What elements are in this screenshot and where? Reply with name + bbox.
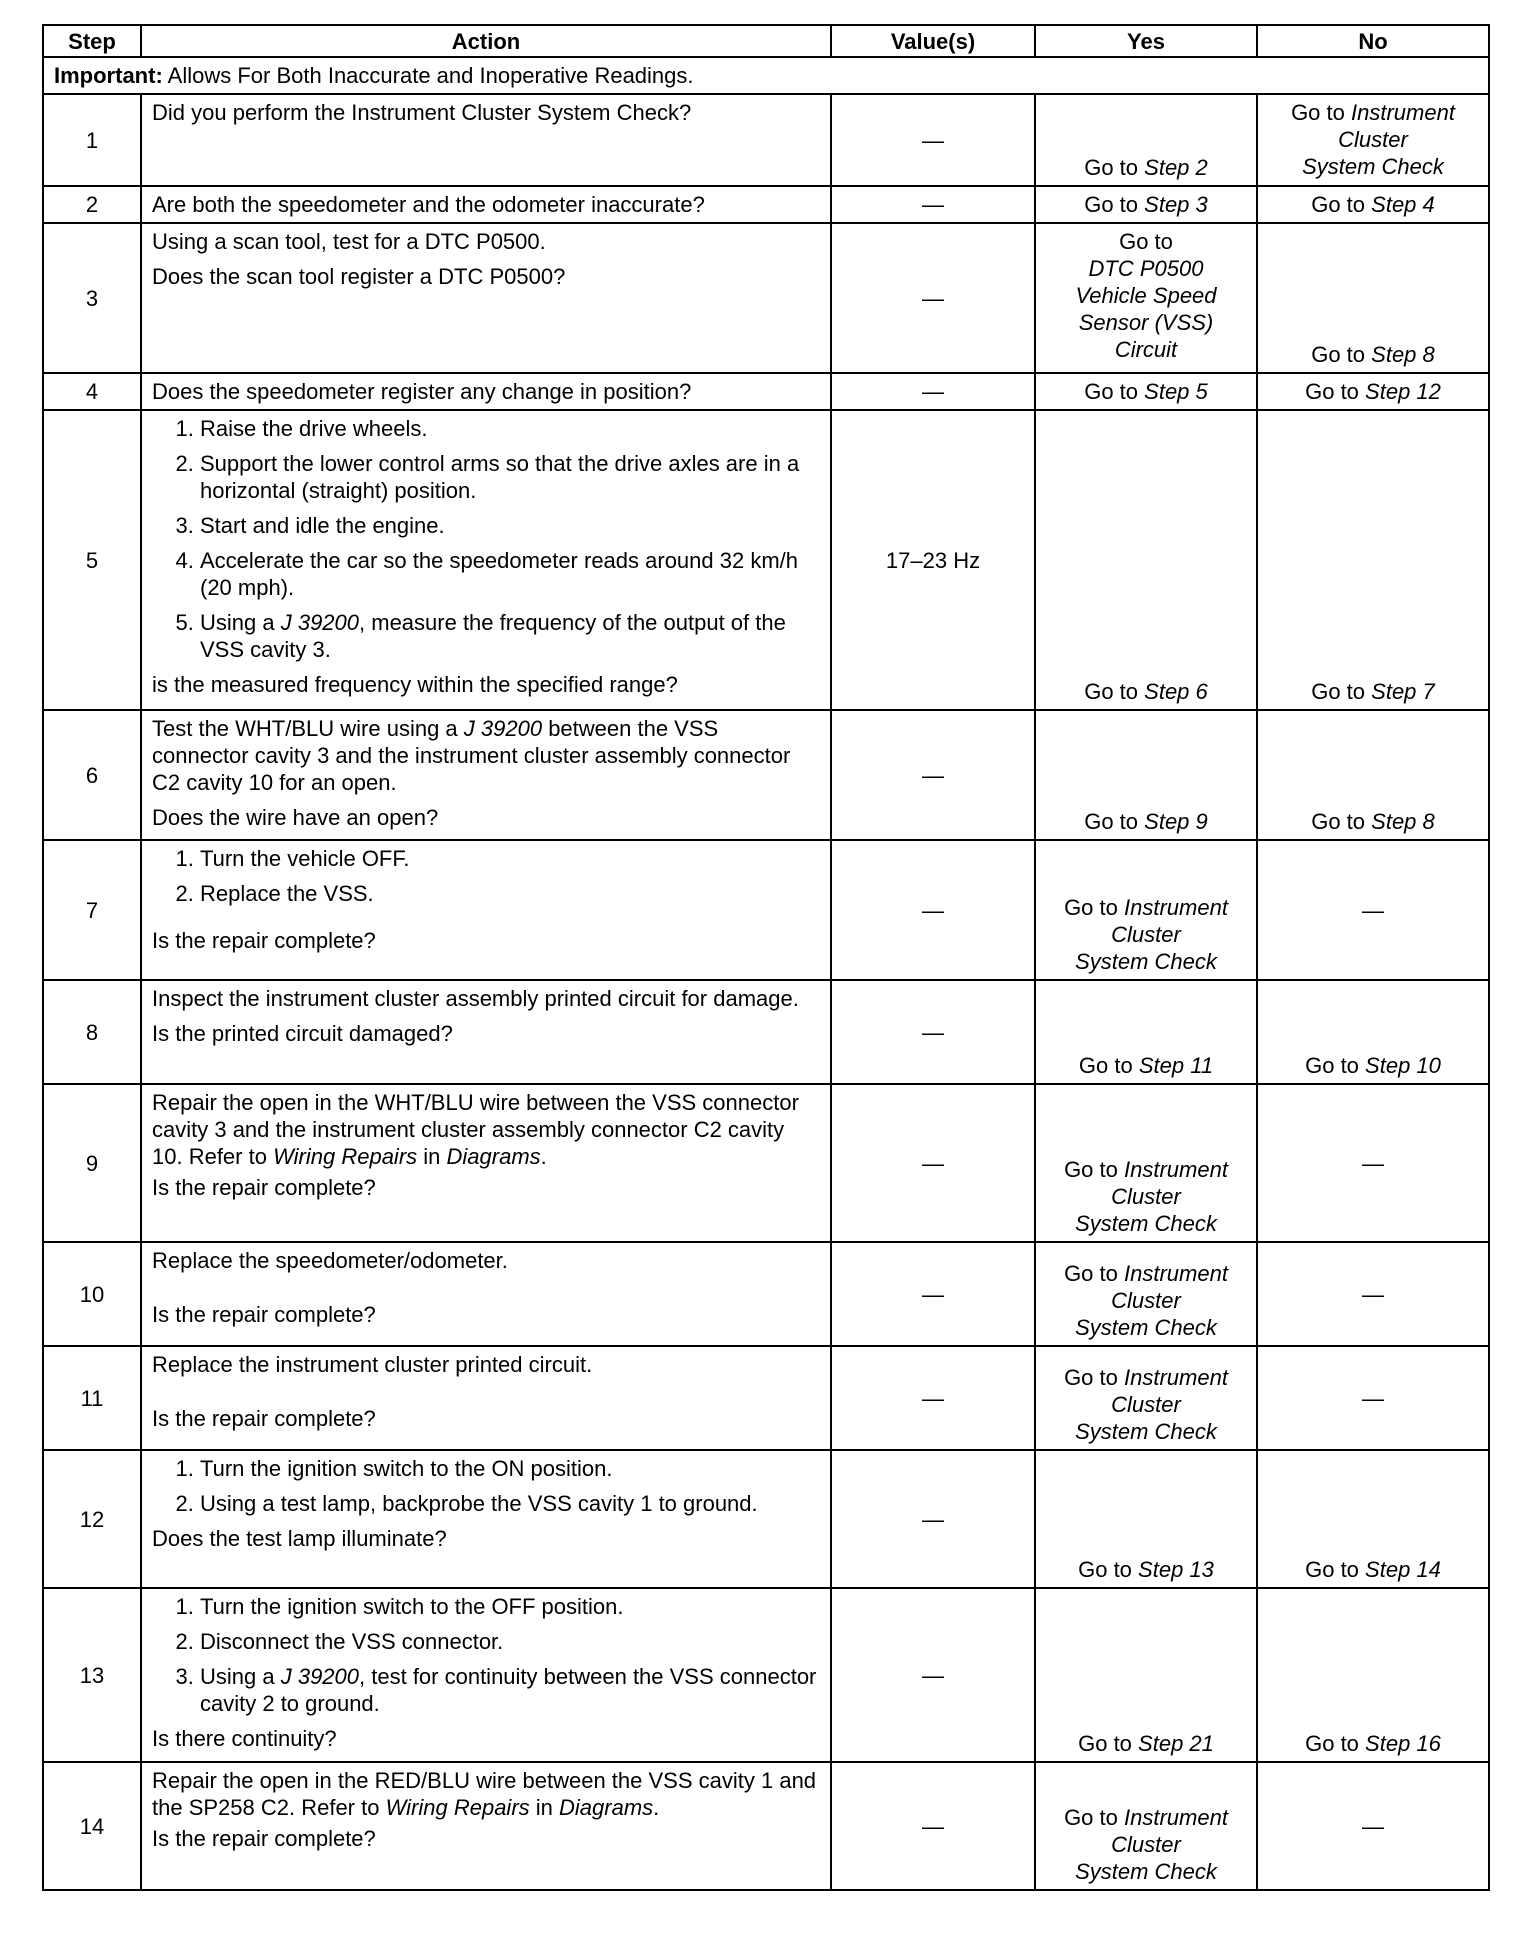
- goto-text: Go to: [1311, 342, 1366, 367]
- ref-wiring-repairs: Wiring Repairs: [385, 1795, 530, 1820]
- no-cell: [1257, 373, 1489, 410]
- question-text: Is the repair complete?: [152, 1406, 376, 1431]
- yes-cell: [1035, 1450, 1257, 1588]
- ref-system-check: System Check: [1075, 1859, 1217, 1884]
- step-number: 4: [43, 373, 141, 410]
- ref-cluster: Cluster: [1111, 1392, 1181, 1417]
- goto-text: Go to: [1305, 1731, 1359, 1756]
- ref-instrument: Instrument: [1124, 895, 1228, 920]
- goto-text: Go to: [1064, 895, 1118, 920]
- action-cell: [141, 710, 831, 840]
- no-cell: —: [1257, 1762, 1489, 1890]
- goto-text: Go to: [1084, 192, 1139, 217]
- ref-instrument: Instrument: [1124, 1157, 1228, 1182]
- yes-answer: [1036, 1260, 1256, 1341]
- ref-diagrams: Diagrams: [559, 1795, 654, 1820]
- action-text: Using a scan tool, test for a DTC P0500.: [152, 229, 546, 254]
- list-item: 2. Replace the VSS.: [200, 880, 820, 907]
- ref-diagrams: Diagrams: [446, 1144, 541, 1169]
- text-part: .: [540, 1144, 547, 1169]
- action-text: [152, 715, 820, 796]
- goto-text: Go to: [1078, 1053, 1133, 1078]
- list-item: 3. Start and idle the engine.: [200, 512, 820, 539]
- value-cell: —: [831, 1762, 1035, 1890]
- header-no: No: [1257, 25, 1489, 57]
- step-number: 13: [43, 1588, 141, 1762]
- no-answer: [1268, 191, 1478, 218]
- action-text: Inspect the instrument cluster assembly printed circuit for damage.: [152, 986, 799, 1011]
- table-row: [43, 410, 1489, 710]
- step-ref: Step 5: [1144, 379, 1208, 404]
- yes-cell: [1035, 1588, 1257, 1762]
- goto-text: Go to: [1064, 1365, 1118, 1390]
- no-answer: [1258, 1052, 1488, 1079]
- question-text: is the measured frequency within the specified range?: [152, 672, 678, 697]
- header-value: Value(s): [831, 25, 1035, 57]
- step-ref: Step 10: [1365, 1053, 1441, 1078]
- list-item: [200, 609, 820, 663]
- question-text: Is the repair complete?: [152, 1175, 376, 1200]
- yes-answer: [1036, 154, 1256, 181]
- action-text: [152, 1767, 820, 1821]
- step-number: 11: [43, 1346, 141, 1450]
- yes-cell: [1035, 710, 1257, 840]
- table-row: [43, 223, 1489, 373]
- value-cell: —: [831, 186, 1035, 223]
- instruction-list: [152, 1455, 820, 1517]
- no-cell: —: [1257, 1242, 1489, 1346]
- goto-text: Go to: [1305, 379, 1359, 404]
- yes-cell: [1035, 410, 1257, 710]
- question-text: Is the printed circuit damaged?: [152, 1021, 453, 1046]
- instruction-list: [152, 415, 820, 663]
- ref-wiring-repairs: Wiring Repairs: [273, 1144, 418, 1169]
- ref-instrument: Instrument: [1124, 1261, 1228, 1286]
- goto-text: Go to: [1078, 1557, 1132, 1582]
- step-ref: Step 13: [1138, 1557, 1214, 1582]
- action-text: Replace the speedometer/odometer.: [152, 1248, 508, 1273]
- instruction-list: [152, 1593, 820, 1717]
- no-answer: [1258, 808, 1488, 835]
- step-ref: Step 16: [1365, 1731, 1441, 1756]
- diagnostic-table: [42, 24, 1490, 1891]
- tool-ref: J 39200: [280, 1664, 360, 1689]
- no-answer: [1258, 1556, 1488, 1583]
- text-part: Using a: [200, 1664, 281, 1689]
- table-row: [43, 1762, 1489, 1890]
- goto-text: Go to: [1084, 679, 1139, 704]
- text-part: in: [417, 1144, 447, 1169]
- step-number: 14: [43, 1762, 141, 1890]
- question-text: Are both the speedometer and the odometer inaccurate?: [152, 192, 705, 217]
- action-text: Replace the instrument cluster printed circuit.: [152, 1352, 593, 1377]
- question-text: Does the test lamp illuminate?: [152, 1526, 447, 1551]
- table-row: [43, 1588, 1489, 1762]
- table-row: [43, 840, 1489, 980]
- list-item: 1. Turn the vehicle OFF.: [200, 845, 820, 872]
- yes-cell: [1035, 980, 1257, 1084]
- goto-text: Go to: [1291, 100, 1345, 125]
- list-item: 2. Support the lower control arms so that the drive axles are in a horizontal (straight) position.: [200, 450, 820, 504]
- ref-cluster: Cluster: [1111, 1288, 1181, 1313]
- goto-text: Go to: [1311, 809, 1366, 834]
- list-item: 1. Turn the ignition switch to the ON position.: [200, 1455, 820, 1482]
- list-item: 1. Raise the drive wheels.: [200, 415, 820, 442]
- step-ref: Step 21: [1138, 1731, 1214, 1756]
- yes-answer: [1046, 228, 1246, 363]
- yes-answer: [1036, 1556, 1256, 1583]
- table-row: [43, 186, 1489, 223]
- value-cell: —: [831, 1242, 1035, 1346]
- step-ref: Step 4: [1371, 192, 1435, 217]
- list-item: 2. Disconnect the VSS connector.: [200, 1628, 820, 1655]
- header-step: Step: [43, 25, 141, 57]
- ref-instrument: Instrument: [1124, 1365, 1228, 1390]
- no-cell: [1257, 186, 1489, 223]
- yes-answer: [1036, 808, 1256, 835]
- ref-instrument: Instrument: [1351, 100, 1455, 125]
- header-yes: Yes: [1035, 25, 1257, 57]
- yes-answer: [1036, 1730, 1256, 1757]
- ref-cluster: Cluster: [1338, 127, 1408, 152]
- action-cell: [141, 1242, 831, 1346]
- goto-text: Go to: [1064, 1805, 1118, 1830]
- action-cell: [141, 1588, 831, 1762]
- step-ref: Step 12: [1365, 379, 1441, 404]
- ref-dtc-2: Vehicle Speed: [1075, 283, 1217, 308]
- step-ref: Step 11: [1138, 1053, 1214, 1078]
- text-part: Repair the open in the WHT/BLU wire between the VSS connector cavity 3 and the instrument cluster assembly connector C2 cavity 10. Refer to: [152, 1090, 799, 1169]
- question-text: Does the speedometer register any change in position?: [152, 379, 692, 404]
- action-cell: [141, 980, 831, 1084]
- ref-system-check: System Check: [1075, 1211, 1217, 1236]
- step-number: 2: [43, 186, 141, 223]
- step-number: 8: [43, 980, 141, 1084]
- goto-text: Go to: [1311, 192, 1366, 217]
- text-part: , test for continuity between the VSS connector cavity 2 to ground.: [200, 1664, 817, 1716]
- action-cell: [141, 223, 831, 373]
- ref-instrument: Instrument: [1124, 1805, 1228, 1830]
- table-row: [43, 1450, 1489, 1588]
- yes-cell: [1035, 94, 1257, 186]
- important-text: Allows For Both Inaccurate and Inoperative Readings.: [162, 63, 694, 88]
- header-row: [43, 25, 1489, 57]
- question-text: Is the repair complete?: [152, 928, 376, 953]
- action-cell: [141, 186, 831, 223]
- ref-system-check: System Check: [1075, 1315, 1217, 1340]
- action-cell: [141, 94, 831, 186]
- ref-system-check: System Check: [1075, 949, 1217, 974]
- goto-text: Go to: [1305, 1053, 1359, 1078]
- table-row: [43, 1084, 1489, 1242]
- text-part: in: [529, 1795, 560, 1820]
- ref-dtc: DTC P0500: [1088, 256, 1204, 281]
- action-cell: [141, 410, 831, 710]
- text-part: .: [653, 1795, 660, 1820]
- question-text: Is the repair complete?: [152, 1826, 376, 1851]
- list-item: [200, 1663, 820, 1717]
- value-cell: —: [831, 1450, 1035, 1588]
- yes-cell: [1035, 223, 1257, 373]
- table-row: [43, 373, 1489, 410]
- yes-cell: [1035, 1346, 1257, 1450]
- question-text: Did you perform the Instrument Cluster System Check?: [152, 100, 692, 125]
- no-answer: [1258, 1730, 1488, 1757]
- value-cell: —: [831, 373, 1035, 410]
- table-row: [43, 1242, 1489, 1346]
- step-number: 3: [43, 223, 141, 373]
- ref-cluster: Cluster: [1111, 1832, 1181, 1857]
- no-cell: [1257, 410, 1489, 710]
- value-cell: —: [831, 1084, 1035, 1242]
- step-ref: Step 6: [1144, 679, 1208, 704]
- goto-text: Go to: [1078, 1731, 1132, 1756]
- yes-cell: [1035, 186, 1257, 223]
- value-cell: —: [831, 1346, 1035, 1450]
- value-cell: —: [831, 710, 1035, 840]
- question-text: Is the repair complete?: [152, 1302, 376, 1327]
- table-row: [43, 980, 1489, 1084]
- yes-answer: [1046, 191, 1246, 218]
- yes-answer: [1036, 1052, 1256, 1079]
- no-cell: [1257, 980, 1489, 1084]
- no-cell: —: [1257, 840, 1489, 980]
- ref-cluster: Cluster: [1111, 922, 1181, 947]
- value-cell: —: [831, 980, 1035, 1084]
- yes-answer: [1036, 894, 1256, 975]
- yes-answer: [1036, 1804, 1256, 1885]
- no-cell: [1257, 1588, 1489, 1762]
- text-part: Repair the open in the RED/BLU wire between the VSS cavity 1 and the SP258 C2. Refer to: [152, 1768, 817, 1820]
- important-label: Important:: [54, 63, 163, 88]
- yes-cell: [1035, 840, 1257, 980]
- action-cell: [141, 1762, 831, 1890]
- value-cell: 17–23 Hz: [831, 410, 1035, 710]
- important-row: [43, 57, 1489, 94]
- action-cell: [141, 1346, 831, 1450]
- yes-answer: [1036, 1156, 1256, 1237]
- text-part: Using a: [200, 610, 281, 635]
- yes-answer: [1046, 378, 1246, 405]
- step-number: 10: [43, 1242, 141, 1346]
- action-cell: [141, 373, 831, 410]
- no-answer: [1268, 99, 1478, 180]
- tool-ref: J 39200: [280, 610, 360, 635]
- instruction-list: [152, 845, 820, 907]
- ref-system-check: System Check: [1075, 1419, 1217, 1444]
- value-cell: —: [831, 840, 1035, 980]
- goto-text: Go to: [1119, 229, 1173, 254]
- text-part: , measure the frequency of the output of the VSS cavity 3.: [200, 610, 786, 662]
- yes-cell: [1035, 1242, 1257, 1346]
- action-text: [152, 1089, 820, 1170]
- text-part: Test the WHT/BLU wire using a: [152, 716, 464, 741]
- no-answer: [1258, 341, 1488, 368]
- question-text: Is there continuity?: [152, 1726, 337, 1751]
- table-row: [43, 1346, 1489, 1450]
- question-text: Does the scan tool register a DTC P0500?: [152, 264, 566, 289]
- step-number: 1: [43, 94, 141, 186]
- step-ref: Step 8: [1371, 809, 1435, 834]
- no-cell: —: [1257, 1084, 1489, 1242]
- table-row: [43, 710, 1489, 840]
- step-ref: Step 2: [1144, 155, 1208, 180]
- step-ref: Step 8: [1371, 342, 1435, 367]
- goto-text: Go to: [1084, 379, 1139, 404]
- ref-cluster: Cluster: [1111, 1184, 1181, 1209]
- step-number: 9: [43, 1084, 141, 1242]
- list-item: 4. Accelerate the car so the speedometer reads around 32 km/h (20 mph).: [200, 547, 820, 601]
- step-ref: Step 9: [1144, 809, 1208, 834]
- step-number: 5: [43, 410, 141, 710]
- ref-dtc-3: Sensor (VSS): [1078, 310, 1214, 335]
- no-answer: [1268, 378, 1478, 405]
- no-cell: —: [1257, 1346, 1489, 1450]
- action-cell: [141, 1084, 831, 1242]
- step-ref: Step 14: [1365, 1557, 1441, 1582]
- yes-answer: [1036, 678, 1256, 705]
- yes-cell: [1035, 373, 1257, 410]
- tool-ref: J 39200: [463, 716, 543, 741]
- ref-dtc-4: Circuit: [1114, 337, 1178, 362]
- no-cell: [1257, 1450, 1489, 1588]
- step-number: 7: [43, 840, 141, 980]
- list-item: 2. Using a test lamp, backprobe the VSS cavity 1 to ground.: [200, 1490, 820, 1517]
- no-answer: [1258, 678, 1488, 705]
- action-cell: [141, 1450, 831, 1588]
- goto-text: Go to: [1305, 1557, 1359, 1582]
- value-cell: —: [831, 1588, 1035, 1762]
- goto-text: Go to: [1084, 155, 1139, 180]
- yes-answer: [1036, 1364, 1256, 1445]
- text-part: between the VSS connector cavity 3 and the instrument cluster assembly connector C2 cavity 10 for an open.: [152, 716, 791, 795]
- yes-cell: [1035, 1084, 1257, 1242]
- action-cell: [141, 840, 831, 980]
- important-note: [43, 57, 1489, 94]
- goto-text: Go to: [1064, 1261, 1118, 1286]
- no-cell: [1257, 223, 1489, 373]
- list-item: 1. Turn the ignition switch to the OFF position.: [200, 1593, 820, 1620]
- value-cell: —: [831, 223, 1035, 373]
- step-number: 6: [43, 710, 141, 840]
- no-cell: [1257, 710, 1489, 840]
- yes-cell: [1035, 1762, 1257, 1890]
- header-action: Action: [141, 25, 831, 57]
- goto-text: Go to: [1064, 1157, 1118, 1182]
- goto-text: Go to: [1311, 679, 1366, 704]
- table-row: [43, 94, 1489, 186]
- step-ref: Step 7: [1371, 679, 1435, 704]
- step-number: 12: [43, 1450, 141, 1588]
- goto-text: Go to: [1084, 809, 1139, 834]
- no-cell: [1257, 94, 1489, 186]
- ref-system-check: System Check: [1302, 154, 1444, 179]
- value-cell: —: [831, 94, 1035, 186]
- question-text: Does the wire have an open?: [152, 805, 439, 830]
- step-ref: Step 3: [1144, 192, 1208, 217]
